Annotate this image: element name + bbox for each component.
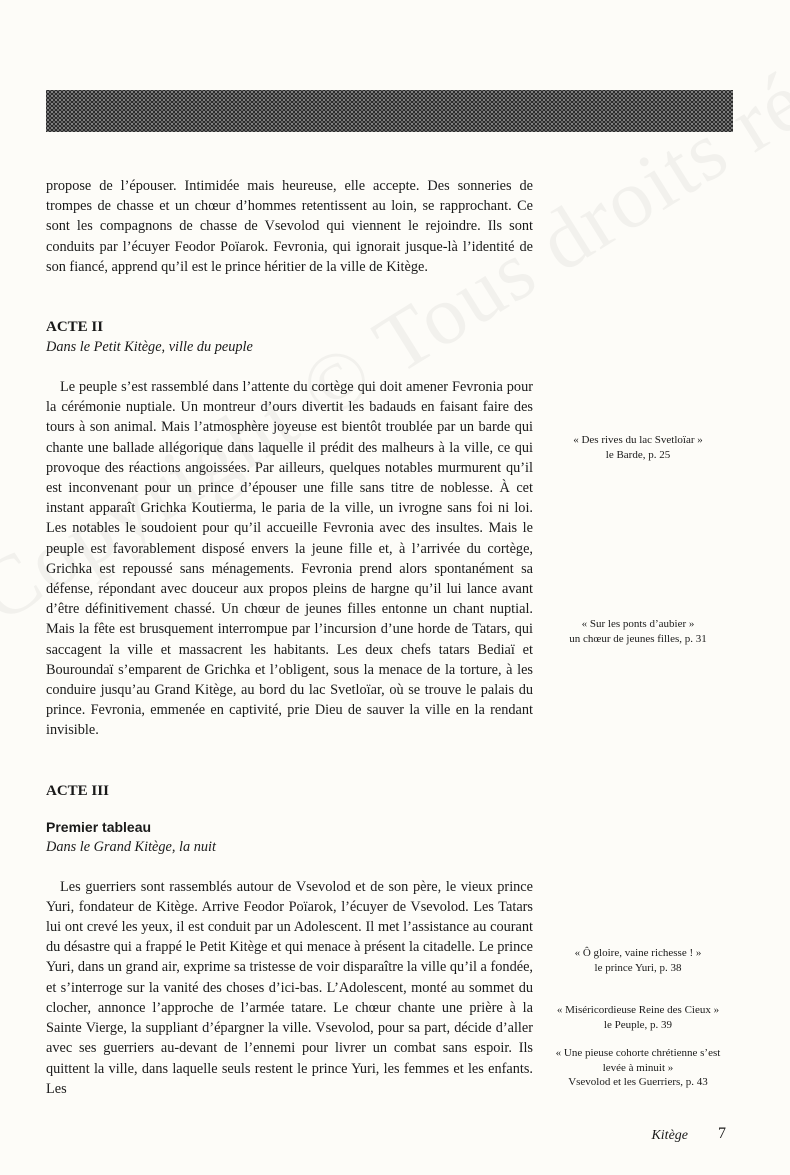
act3-subtitle: Dans le Grand Kitège, la nuit [46,838,216,855]
act2-title: ACTE II [46,319,104,336]
margin-note [538,617,738,646]
page-number: 7 [718,1125,726,1142]
act2-paragraph: Le peuple s’est rassemblé dans l’attente du cortège qui doit amener Fevronia pour la cérémonie nuptiale. Un montreur d’ours divertit les badauds en faisant faire des tours à son animal. Mais l’atmosphère joyeuse est bientôt troublée par un barde qui chante une ballade allégorique dans laquelle il prédit des malheurs à la ville, ce qui provoque des réactions angoissées. Par ailleurs, quelques notables murmurent qu’il est inconvenant pour un prince d’épouser une fille sans titre de noblesse. À cet instant apparaît Grichka Koutierma, le paria de la ville, un ivrogne sans foi ni loi. Les notables le soudoient pour qu’il accueille Fevronia avec des insultes. Mais le peuple est favorablement disposé envers la jeune fille et, à l’arrivée du cortège, Grichka est repoussé sans ménagements. Fevronia prend alors spontanément sa défense, répondant avec douceur aux propos pleins de hargne qu’il lui lance avant d’être définitivement chassé. Un chœur de jeunes filles entonne un chant nuptial. Mais la fête est brusquement interrompue par l’incursion d’une horde de Tatars, qui saccagent la ville et massacrent les habitants. Les deux chefs tatars Bediaï et Bouroundaï s’emparent de Grichka et l’obligent, sous la menace de la torture, à les conduire jusqu’au Grand Kitège, au bord du lac Svetloïar, où se trouve le palais du prince. Fevronia, emmenée en captivité, prie Dieu de sauver la ville en la rendant invisible. [46,379,533,739]
margin-note-quote: « Une pieuse cohorte chrétienne s’est levée à minuit » [555,1047,721,1074]
act3-paragraph: Les guerriers sont rassemblés autour de Vsevolod et de son père, le vieux prince Yuri, fondateur de Kitège. Arrive Feodor Poïarok, l’écuyer de Vsevolod. Les Tatars lui ont crevé les yeux, il est conduit par un Adolescent. Il met l’assistance au courant du désastre qui a frappé le Petit Kitège et qui menace à présent la citadelle. Le prince Yuri, dans un grand air, exprime sa tristesse de voir disparaître la ville qu’il a fondée, et s’interroge sur la vanité des choses d’ici-bas. L’Adolescent, monté au sommet du clocher, annonce l’approche de l’armée tatare. Le chœur chante une prière à la Sainte Vierge, la suppliant d’épargner la ville. Vsevolod, pour sa part, décide d’aller avec ses guerriers au-devant de l’ennemi pour livrer un combat sans espoir. Ils quittent la ville, dans laquelle seuls restent le prince Yuri, les femmes et les enfants. Les [46,878,533,1097]
margin-note-quote: « Miséricordieuse Reine des Cieux » [556,1004,720,1016]
margin-note-credit: un chœur de jeunes filles, p. 31 [569,632,707,645]
margin-note-quote: « Des rives du lac Svetloïar » [573,434,703,446]
margin-note [538,946,738,975]
margin-note [538,433,738,462]
act3-title: ACTE III [46,782,109,799]
margin-note-credit: le prince Yuri, p. 38 [594,961,682,974]
margin-note-quote: « Sur les ponts d’aubier » [581,618,695,630]
margin-note-credit: Vsevolod et les Guerriers, p. 43 [568,1076,708,1088]
intro-paragraph: propose de l’épouser. Intimidée mais heureuse, elle accepte. Des sonneries de trompes de chasse et un chœur d’hommes retentissent au loin, se rapprochant. Ce sont les compagnons de chasse de Vsevolod qui viennent le rejoindre. Ils sont conduits par l’écuyer Feodor Poïarok. Fevronia, qui ignorait jusque-là l’identité de son fiancé, apprend qu’il est le prince héritier de la ville de Kitège. [46,178,533,275]
act2-subtitle: Dans le Petit Kitège, ville du peuple [46,339,253,356]
margin-note-credit: le Peuple, p. 39 [603,1018,673,1031]
margin-note-credit: le Barde, p. 25 [605,448,671,461]
act3-tableau-title: Premier tableau [46,818,152,835]
header-band [46,90,733,132]
margin-note-quote: « Ô gloire, vaine richesse ! » [574,947,702,959]
margin-note [538,1003,738,1032]
running-title: Kitège [651,1128,688,1143]
main-column [46,176,533,1099]
margin-note [553,1046,723,1090]
